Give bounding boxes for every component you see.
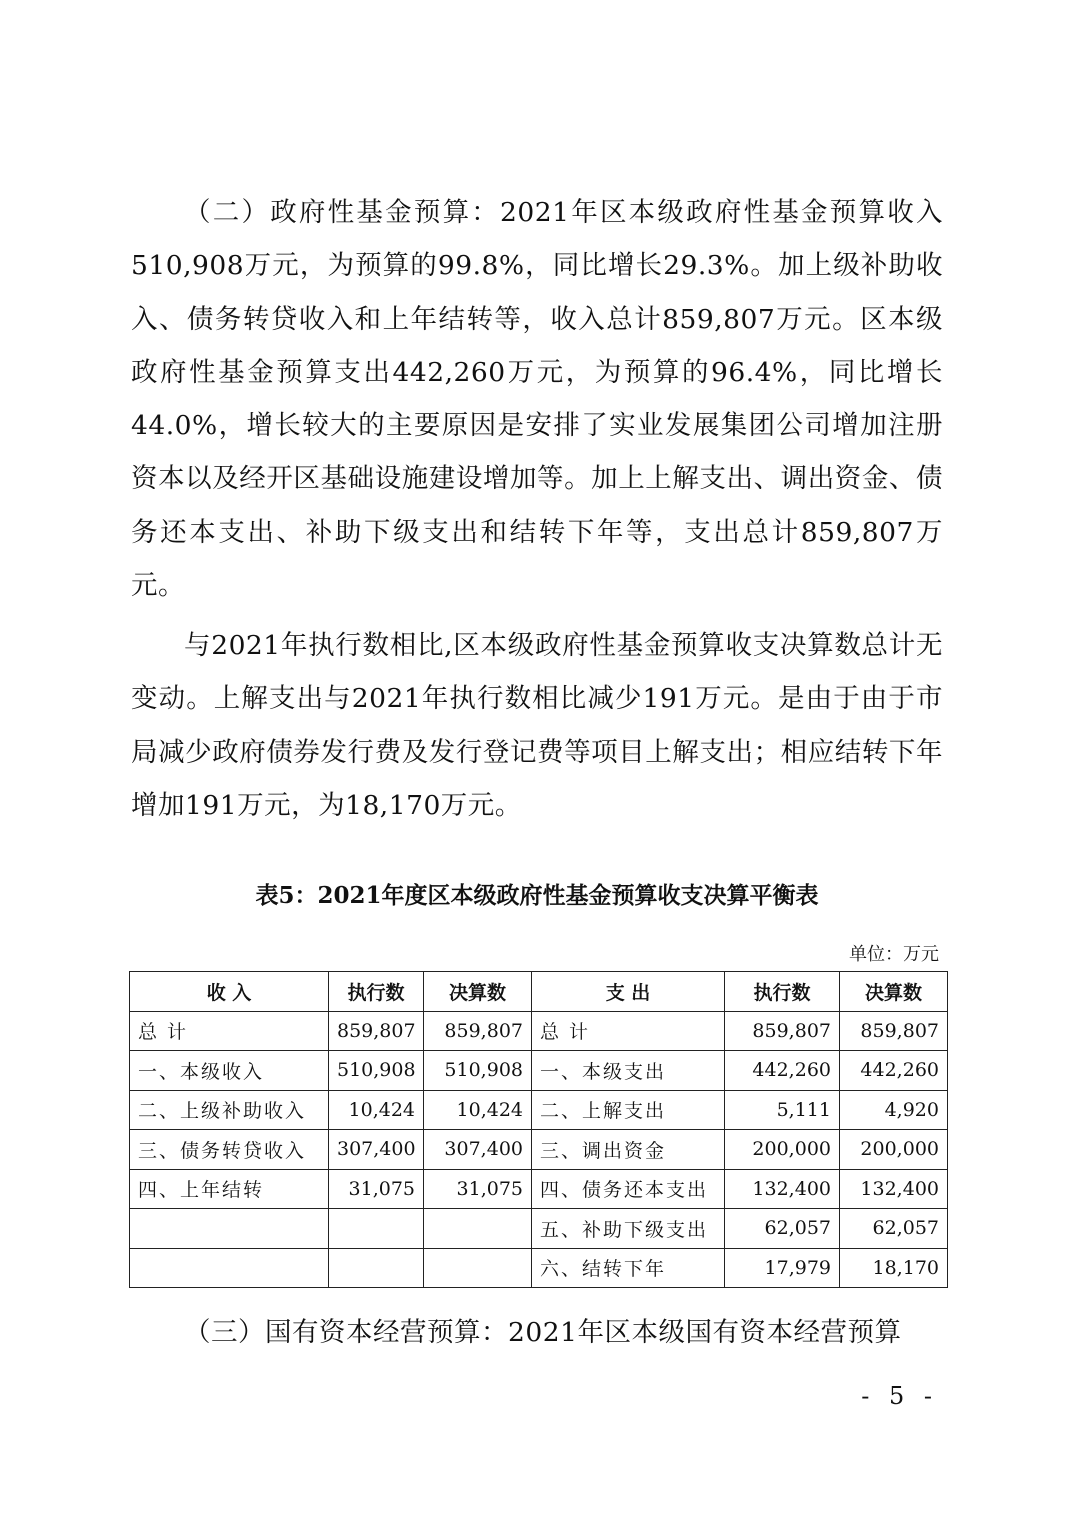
expenditure-final: 132,400 [840, 1169, 948, 1209]
header-income-executed: 执行数 [329, 972, 424, 1012]
expenditure-item: 三、调出资金 [532, 1130, 725, 1170]
table-unit: 单位：万元 [849, 944, 939, 965]
expenditure-item: 五、补助下级支出 [532, 1209, 725, 1249]
header-expenditure: 支 出 [532, 972, 725, 1012]
expenditure-item: 六、结转下年 [532, 1248, 725, 1288]
income-item: 一、本级收入 [130, 1051, 329, 1091]
income-item: 三、债务转贷收入 [130, 1130, 329, 1170]
table-row [130, 1248, 948, 1288]
expenditure-item: 二、上解支出 [532, 1090, 725, 1130]
income-executed: 307,400 [329, 1130, 424, 1170]
income-executed: 510,908 [329, 1051, 424, 1091]
expenditure-final: 859,807 [840, 1011, 948, 1051]
paragraph-comparison-2021: 与2021年执行数相比,区本级政府性基金预算收支决算数总计无变动。上解支出与2021年执行数相比减少191万元。是由于由于市局减少政府债券发行费及发行登记费等项目上解支出；相应结转下年增加191万元，为18,170万元。 [131, 630, 943, 821]
table-header-row [130, 972, 948, 1012]
income-item: 总 计 [130, 1011, 329, 1051]
paragraph-government-fund-budget: （二）政府性基金预算：2021年区本级政府性基金预算收入510,908万元，为预算的99.8%，同比增长29.3%。加上级补助收入、债务转贷收入和上年结转等，收入总计859,807万元。区本级政府性基金预算支出442,260万元，为预算的96.4%，同比增长44.0%，增长较大的主要原因是安排了实业发展集团公司增加注册资本以及经开区基础设施建设增加等。加上上解支出、调出资金、债务还本支出、补助下级支出和结转下年等，支出总计859,807万元。 [131, 197, 943, 602]
table-row [130, 1090, 948, 1130]
income-final: 10,424 [424, 1090, 532, 1130]
expenditure-final: 4,920 [840, 1090, 948, 1130]
table-row [130, 1209, 948, 1249]
expenditure-final: 442,260 [840, 1051, 948, 1091]
header-income-final: 决算数 [424, 972, 532, 1012]
header-expenditure-executed: 执行数 [725, 972, 840, 1012]
table-row [130, 1011, 948, 1051]
income-final: 31,075 [424, 1169, 532, 1209]
income-final: 510,908 [424, 1051, 532, 1091]
income-item [130, 1248, 329, 1288]
expenditure-item: 四、债务还本支出 [532, 1169, 725, 1209]
income-final [424, 1209, 532, 1249]
table-row [130, 1051, 948, 1091]
expenditure-executed: 5,111 [725, 1090, 840, 1130]
income-final: 859,807 [424, 1011, 532, 1051]
expenditure-final: 18,170 [840, 1248, 948, 1288]
income-final [424, 1248, 532, 1288]
income-final: 307,400 [424, 1130, 532, 1170]
expenditure-final: 62,057 [840, 1209, 948, 1249]
expenditure-executed: 859,807 [725, 1011, 840, 1051]
income-executed: 859,807 [329, 1011, 424, 1051]
income-item: 二、上级补助收入 [130, 1090, 329, 1130]
paragraph-state-capital-budget: （三）国有资本经营预算：2021年区本级国有资本经营预算 [184, 1317, 902, 1348]
expenditure-executed: 17,979 [725, 1248, 840, 1288]
income-item [130, 1209, 329, 1249]
expenditure-item: 一、本级支出 [532, 1051, 725, 1091]
income-executed [329, 1209, 424, 1249]
income-executed: 10,424 [329, 1090, 424, 1130]
header-expenditure-final: 决算数 [840, 972, 948, 1012]
fund-budget-balance-table [129, 971, 948, 1288]
page-number: - 5 - [861, 1382, 938, 1410]
expenditure-executed: 132,400 [725, 1169, 840, 1209]
income-executed: 31,075 [329, 1169, 424, 1209]
expenditure-executed: 442,260 [725, 1051, 840, 1091]
table-row [130, 1130, 948, 1170]
expenditure-item: 总 计 [532, 1011, 725, 1051]
income-executed [329, 1248, 424, 1288]
expenditure-executed: 200,000 [725, 1130, 840, 1170]
table-row [130, 1169, 948, 1209]
expenditure-executed: 62,057 [725, 1209, 840, 1249]
table-title: 表5：2021年度区本级政府性基金预算收支决算平衡表 [255, 882, 819, 909]
expenditure-final: 200,000 [840, 1130, 948, 1170]
header-income: 收 入 [130, 972, 329, 1012]
income-item: 四、上年结转 [130, 1169, 329, 1209]
